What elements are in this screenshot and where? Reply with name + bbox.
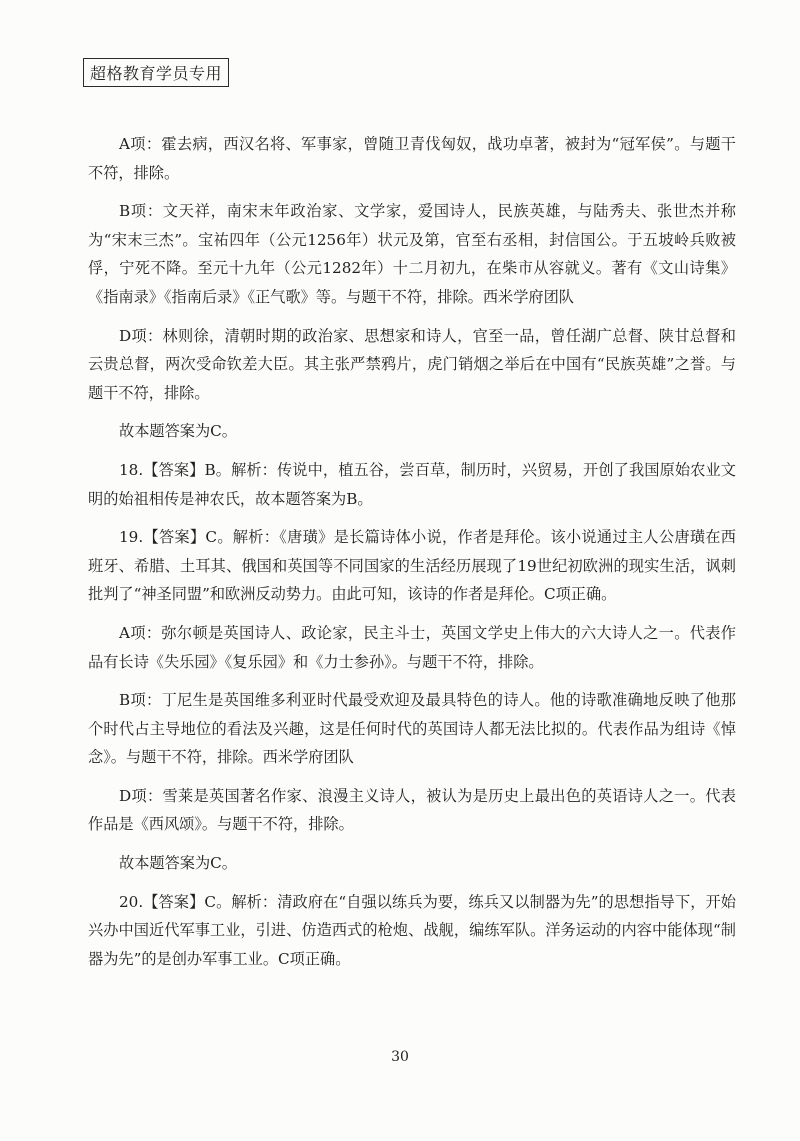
answer-content: [88, 130, 736, 983]
paragraph-option-b-wen-tianxiang: B项：文天祥，南宋末年政治家、文学家，爱国诗人，民族英雄，与陆秀夫、张世杰并称为“宋末三杰”。宝祐四年（公元1256年）状元及第，官至右丞相，封信国公。于五坡岭兵败被俘，宁死不降。至元十九年（公元1282年）十二月初九，在柴市从容就义。著有《文山诗集》《指南录》《指南后录》《正气歌》等。与题干不符，排除。西米学府团队: [88, 202, 736, 306]
paragraph-q20-answer: 20.【答案】C。解析：清政府在“自强以练兵为要，练兵又以制器为先”的思想指导下，开始兴办中国近代军事工业，引进、仿造西式的枪炮、战舰，编练军队。洋务运动的内容中能体现“制器为先”的是创办军事工业。C项正确。: [88, 892, 736, 968]
paragraph-q19-answer: 19.【答案】C。解析：《唐璜》是长篇诗体小说，作者是拜伦。该小说通过主人公唐璜在西班牙、希腊、土耳其、俄国和英国等不同国家的生活经历展现了19世纪初欧洲的现实生活，讽刺批判了“神圣同盟”和欧洲反动势力。由此可知，该诗的作者是拜伦。C项正确。: [88, 528, 736, 604]
paragraph-q18-answer: 18.【答案】B。解析：传说中，植五谷，尝百草，制历时，兴贸易，开创了我国原始农业文明的始祖相传是神农氏，故本题答案为B。: [88, 460, 736, 508]
paragraph-option-d-shelley: D项：雪莱是英国著名作家、浪漫主义诗人，被认为是历史上最出色的英语诗人之一。代表作品是《西风颂》。与题干不符，排除。: [88, 786, 736, 834]
paragraph-q17-conclusion: 故本题答案为C。: [119, 422, 237, 441]
paragraph-option-a-huo-qubing: A项：霍去病，西汉名将、军事家，曾随卫青伐匈奴，战功卓著，被封为“冠军侯”。与题干不符，排除。: [88, 135, 736, 182]
paragraph-option-a-milton: A项：弥尔顿是英国诗人、政论家，民主斗士，英国文学史上伟大的六大诗人之一。代表作品有长诗《失乐园》《复乐园》和《力士参孙》。与题干不符，排除。: [88, 623, 736, 671]
paragraph-q19-conclusion: 故本题答案为C。: [119, 854, 237, 873]
usage-stamp: 超格教育学员专用: [83, 58, 229, 87]
page-number: 30: [391, 1049, 409, 1065]
paragraph-option-b-tennyson: B项：丁尼生是英国维多利亚时代最受欢迎及最具特色的诗人。他的诗歌准确地反映了他那个时代占主导地位的看法及兴趣，这是任何时代的英国诗人都无法比拟的。代表作品为组诗《悼念》。与题干不符，排除。西米学府团队: [88, 691, 736, 767]
paragraph-option-d-lin-zexu: D项：林则徐，清朝时期的政治家、思想家和诗人，官至一品，曾任湖广总督、陕甘总督和云贵总督，两次受命钦差大臣。其主张严禁鸦片，虎门销烟之举后在中国有“民族英雄”之誉。与题干不符，排除。: [88, 326, 736, 402]
